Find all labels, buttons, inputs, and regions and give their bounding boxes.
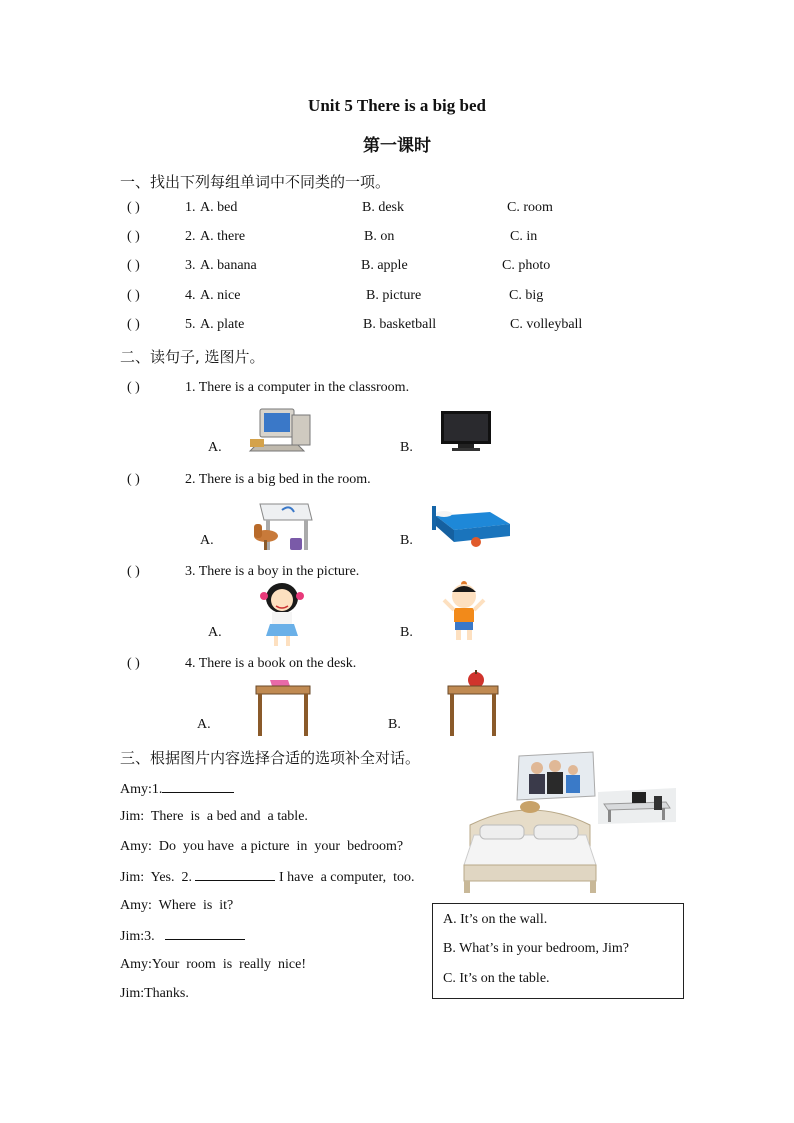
- answer-blank[interactable]: [165, 927, 245, 940]
- item-number: 4.: [185, 288, 196, 303]
- section2-heading: 二、读句子, 选图片。: [120, 348, 265, 366]
- computer-icon[interactable]: [246, 405, 314, 455]
- option-a-text: A. It’s on the wall.: [443, 912, 548, 927]
- section1-heading: 一、找出下列每组单词中不同类的一项。: [120, 173, 391, 191]
- speaker: Jim:: [120, 870, 145, 885]
- bed-icon[interactable]: [430, 502, 512, 548]
- option-c: C. volleyball: [510, 317, 583, 332]
- line-text: Where is it?: [151, 898, 234, 913]
- option-b: B. on: [364, 229, 395, 244]
- answer-blank[interactable]: [195, 868, 275, 881]
- item-number: 3.: [185, 258, 196, 273]
- speaker: Amy:: [120, 839, 152, 854]
- option-a-label: A.: [208, 625, 222, 640]
- answer-paren[interactable]: ( ): [127, 472, 140, 487]
- line-text: [155, 929, 166, 944]
- page-title: Unit 5 There is a big bed: [308, 96, 486, 115]
- option-b: B. desk: [362, 200, 404, 215]
- dialogue-line: [120, 780, 234, 798]
- option-c-text: C. It’s on the table.: [443, 971, 550, 986]
- answer-paren[interactable]: ( ): [127, 564, 140, 579]
- option-b-text: B. What’s in your bedroom, Jim?: [443, 941, 629, 956]
- options-box: [432, 903, 684, 999]
- option-b-label: B.: [400, 533, 413, 548]
- answer-paren[interactable]: ( ): [127, 288, 140, 303]
- question-text: 2. There is a big bed in the room.: [185, 472, 371, 487]
- dialogue-line: [120, 927, 245, 945]
- dialogue-line: [120, 868, 415, 886]
- desk-chair-icon[interactable]: [246, 500, 314, 552]
- answer-paren[interactable]: ( ): [127, 229, 140, 244]
- line-text: Yes. 2.: [144, 870, 196, 885]
- answer-paren[interactable]: ( ): [127, 258, 140, 273]
- option-b-label: B.: [400, 625, 413, 640]
- option-a: A. bed: [200, 200, 238, 215]
- computer-desk-icon: [596, 782, 678, 826]
- bed-icon: [460, 795, 600, 895]
- answer-paren[interactable]: ( ): [127, 380, 140, 395]
- answer-paren[interactable]: ( ): [127, 200, 140, 215]
- dialogue-line: [120, 986, 189, 1002]
- option-b-label: B.: [388, 717, 401, 732]
- item-number: 1.: [185, 200, 196, 215]
- line-text: room is really nice!: [179, 957, 307, 972]
- line-text: Do you have a picture in your bedroom?: [151, 839, 404, 854]
- speaker: Jim:Thanks.: [120, 986, 189, 1001]
- section3-heading: 三、根据图片内容选择合适的选项补全对话。: [120, 749, 421, 767]
- option-c: C. photo: [502, 258, 551, 273]
- speaker: Amy:Your: [120, 957, 180, 972]
- option-a: A. there: [200, 229, 246, 244]
- option-b-label: B.: [400, 440, 413, 455]
- lesson-subtitle: 第一课时: [363, 136, 431, 156]
- speaker: Amy:1.: [120, 782, 163, 797]
- line-text-after: I have a computer, too.: [275, 870, 415, 885]
- answer-paren[interactable]: ( ): [127, 317, 140, 332]
- answer-paren[interactable]: ( ): [127, 656, 140, 671]
- dialogue-line: [120, 839, 403, 855]
- tv-icon[interactable]: [440, 410, 492, 452]
- option-a-label: A.: [200, 533, 214, 548]
- item-number: 2.: [185, 229, 196, 244]
- question-text: 4. There is a book on the desk.: [185, 656, 357, 671]
- speaker: Amy:: [120, 898, 152, 913]
- option-a-label: A.: [197, 717, 211, 732]
- option-c: C. in: [510, 229, 538, 244]
- dialogue-line: [120, 809, 308, 825]
- question-text: 3. There is a boy in the picture.: [185, 564, 360, 579]
- item-number: 5.: [185, 317, 196, 332]
- speaker: Jim:: [120, 809, 145, 824]
- speaker: Jim:3.: [120, 929, 155, 944]
- question-text: 1. There is a computer in the classroom.: [185, 380, 410, 395]
- book-on-desk-icon[interactable]: [254, 676, 312, 738]
- girl-icon[interactable]: [254, 580, 310, 648]
- option-a: A. banana: [200, 258, 257, 273]
- line-text: There is a bed and a table.: [144, 809, 308, 824]
- option-b: B. basketball: [363, 317, 437, 332]
- apple-on-desk-icon[interactable]: [446, 670, 500, 738]
- option-c: C. big: [509, 288, 544, 303]
- boy-icon[interactable]: [440, 580, 488, 642]
- dialogue-line: [120, 898, 233, 914]
- option-a: A. plate: [200, 317, 245, 332]
- option-c: C. room: [507, 200, 553, 215]
- option-b: B. apple: [361, 258, 408, 273]
- option-a-label: A.: [208, 440, 222, 455]
- option-b: B. picture: [366, 288, 422, 303]
- answer-blank[interactable]: [162, 780, 234, 793]
- option-a: A. nice: [200, 288, 241, 303]
- dialogue-line: [120, 957, 306, 973]
